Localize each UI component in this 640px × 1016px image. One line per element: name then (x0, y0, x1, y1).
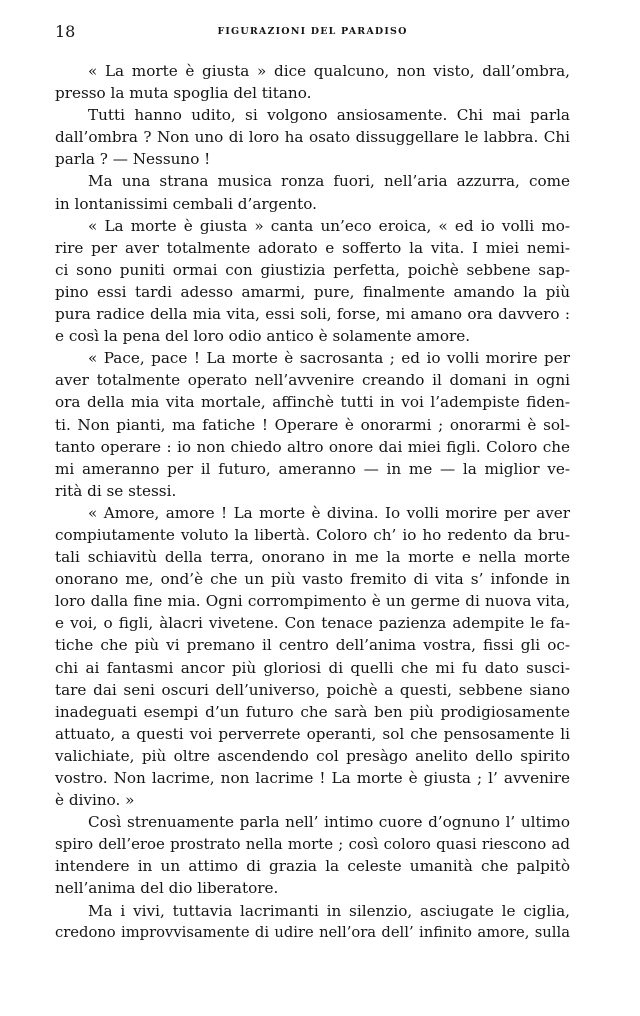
text-line: tali schiavitù della terra, onorano in me la morte e nella morte (55, 548, 570, 567)
text-line: rire per aver totalmente adorato e sofferto la vita. I miei nemi- (55, 238, 570, 257)
paragraph (55, 347, 570, 502)
paragraph (55, 104, 570, 170)
text-line: intendere in un attimo di grazia la celeste umanità che palpitò (55, 857, 570, 876)
text-line: « Pace, pace ! La morte è sacrosanta ; ed io volli morire per (88, 349, 570, 368)
text-line: Ma i vivi, tuttavia lacrimanti in silenzio, asciugate le ciglia, (88, 901, 570, 920)
text-line: e così la pena del loro odio antico è solamente amore. (55, 327, 471, 346)
body-text (55, 60, 570, 944)
paragraph (55, 60, 570, 104)
text-line: è divino. » (55, 791, 135, 810)
text-line: « La morte è giusta » dice qualcuno, non visto, dall’ombra, (88, 62, 570, 80)
paragraph (55, 811, 570, 899)
text-line: compiutamente voluto la libertà. Coloro ch’ io ho redento da bru- (55, 525, 570, 544)
text-line: « Amore, amore ! La morte è divina. Io volli morire per aver (88, 503, 570, 522)
text-line: nell’anima del dio liberatore. (55, 879, 279, 898)
text-line: valichiate, più oltre ascendendo col presàgo anelito dello spirito (55, 746, 570, 765)
text-line: parla ? — Nessuno ! (55, 150, 211, 169)
text-line: tanto operare : io non chiedo altro onore dai miei figli. Coloro che (55, 437, 570, 456)
running-head (55, 22, 570, 42)
paragraph (55, 502, 570, 811)
text-line: dall’ombra ? Non uno di loro ha osato dissuggellare le labbra. Chi (55, 128, 570, 147)
text-line: mi ameranno per il futuro, ameranno — in me — la miglior ve- (55, 459, 570, 478)
text-line: inadeguati esempi d’un futuro che sarà ben più prodigiosamente (55, 702, 570, 721)
text-line: Così strenuamente parla nell’ intimo cuore d’ognuno l’ ultimo (88, 813, 570, 832)
text-line: presso la muta spoglia del titano. (55, 84, 312, 103)
text-line: rità di se stessi. (55, 481, 177, 500)
text-line: pino essi tardi adesso amarmi, pure, finalmente amando la più (55, 282, 570, 301)
text-line: spiro dell’eroe prostrato nella morte ; così coloro quasi riescono ad (55, 835, 570, 854)
text-line: ti. Non pianti, ma fatiche ! Operare è onorarmi ; onorarmi è sol- (55, 415, 570, 434)
text-line: onorano me, ond’è che un più vasto fremito di vita s’ infonde in (55, 570, 570, 589)
text-line: ci sono puniti ormai con giustizia perfetta, poichè sebbene sap- (55, 260, 570, 279)
text-line: vostro. Non lacrime, non lacrime ! La morte è giusta ; l’ avvenire (55, 769, 570, 787)
paragraph (55, 170, 570, 214)
text-line: chi ai fantasmi ancor più gloriosi di quelli che mi fu dato susci- (55, 658, 570, 677)
text-line: e voi, o figli, àlacri vivetene. Con tenace pazienza adempite le fa- (55, 614, 570, 633)
text-line: ora della mia vita mortale, affinchè tutti in voi l’adempiste fiden- (55, 393, 570, 412)
text-line: Tutti hanno udito, si volgono ansiosamente. Chi mai parla (88, 106, 570, 125)
text-line: loro dalla fine mia. Ogni corrompimento è un germe di nuova vita, (55, 592, 570, 611)
text-line: tiche che più vi premano il centro dell’anima vostra, fissi gli oc- (55, 636, 570, 655)
paragraph (55, 215, 570, 348)
text-line: tare dai seni oscuri dell’universo, poichè a questi, sebbene siano (55, 680, 570, 699)
running-title: FIGURAZIONI DEL PARADISO (217, 26, 408, 37)
page-number: 18 (55, 22, 76, 41)
text-line: credono improvvisamente di udire nell’ora dell’ infinito amore, sulla (55, 923, 570, 941)
text-line: Ma una strana musica ronza fuori, nell’aria azzurra, come (88, 172, 570, 191)
text-line: attuato, a questi voi perverrete operanti, sol che pensosamente li (55, 724, 570, 743)
text-line: « La morte è giusta » canta un’eco eroica, « ed io volli mo- (88, 216, 570, 235)
text-line: pura radice della mia vita, essi soli, forse, mi amano ora davvero : (55, 305, 570, 324)
text-line: in lontanissimi cembali d’argento. (55, 194, 317, 213)
paragraph (55, 900, 570, 944)
text-line: aver totalmente operato nell’avvenire creando il domani in ogni (55, 371, 570, 390)
